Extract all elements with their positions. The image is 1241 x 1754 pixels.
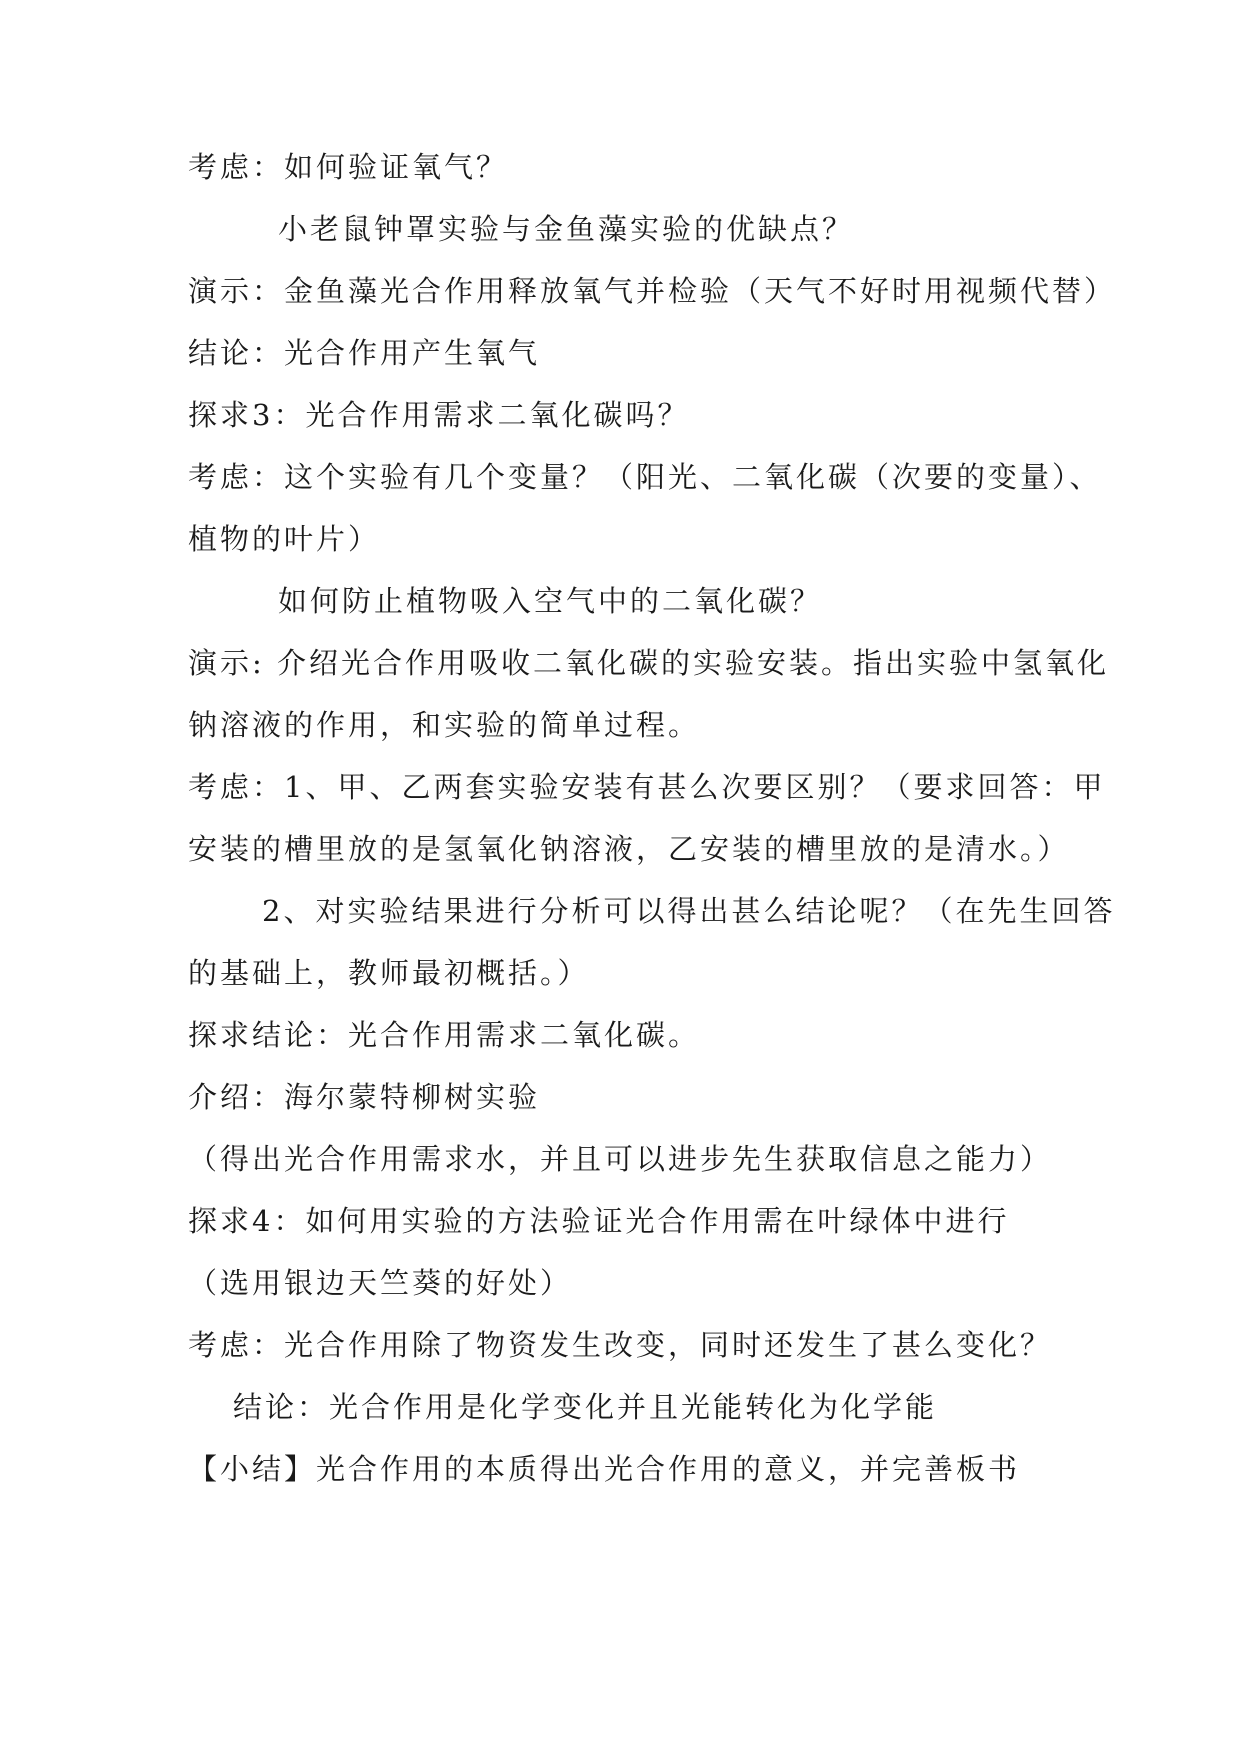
text-line: 小老鼠钟罩实验与金鱼藻实验的优缺点？ xyxy=(278,212,855,246)
text-line: 如何防止植物吸入空气中的二氧化碳？ xyxy=(278,584,823,618)
text-line: 考虑：1、甲、乙两套实验安装有甚么次要区别？（要求回答：甲 xyxy=(188,770,1106,804)
text-line: 植物的叶片） xyxy=(188,522,381,556)
text-line: 探求结论：光合作用需求二氧化碳。 xyxy=(188,1018,701,1052)
text-line: 介绍：海尔蒙特柳树实验 xyxy=(188,1080,541,1114)
text-line: 演示: 介绍光合作用吸收二氧化碳的实验安装。指出实验中氢氧化 xyxy=(188,646,1109,680)
text-line: 结论：光合作用是化学变化并且光能转化为化学能 xyxy=(233,1390,938,1424)
text-line: 安装的槽里放的是氢氧化钠溶液，乙安装的槽里放的是清水。） xyxy=(188,832,1070,866)
text-line: 考虑：这个实验有几个变量？（阳光、二氧化碳（次要的变量）、 xyxy=(188,460,1102,494)
text-line: 2、对实验结果进行分析可以得出甚么结论呢？（在先生回答 xyxy=(262,894,1116,928)
text-line: 探求3：光合作用需求二氧化碳吗？ xyxy=(188,398,690,432)
text-line: 结论：光合作用产生氧气 xyxy=(188,336,541,370)
text-line: 钠溶液的作用，和实验的简单过程。 xyxy=(188,708,701,742)
text-line: 【小结】光合作用的本质得出光合作用的意义，并完善板书 xyxy=(188,1452,1021,1486)
text-line: 的基础上，教师最初概括。） xyxy=(188,956,590,990)
text-line: 演示：金鱼藻光合作用释放氧气并检验（天气不好时用视频代替） xyxy=(188,274,1117,308)
text-line: 考虑：光合作用除了物资发生改变，同时还发生了甚么变化？ xyxy=(188,1328,1053,1362)
text-line: 探求4：如何用实验的方法验证光合作用需在叶绿体中进行 xyxy=(188,1204,1010,1238)
text-line: （选用银边天竺葵的好处） xyxy=(188,1266,573,1300)
text-line: 考虑：如何验证氧气？ xyxy=(188,150,509,184)
text-line: （得出光合作用需求水，并且可以进步先生获取信息之能力） xyxy=(188,1142,1053,1176)
